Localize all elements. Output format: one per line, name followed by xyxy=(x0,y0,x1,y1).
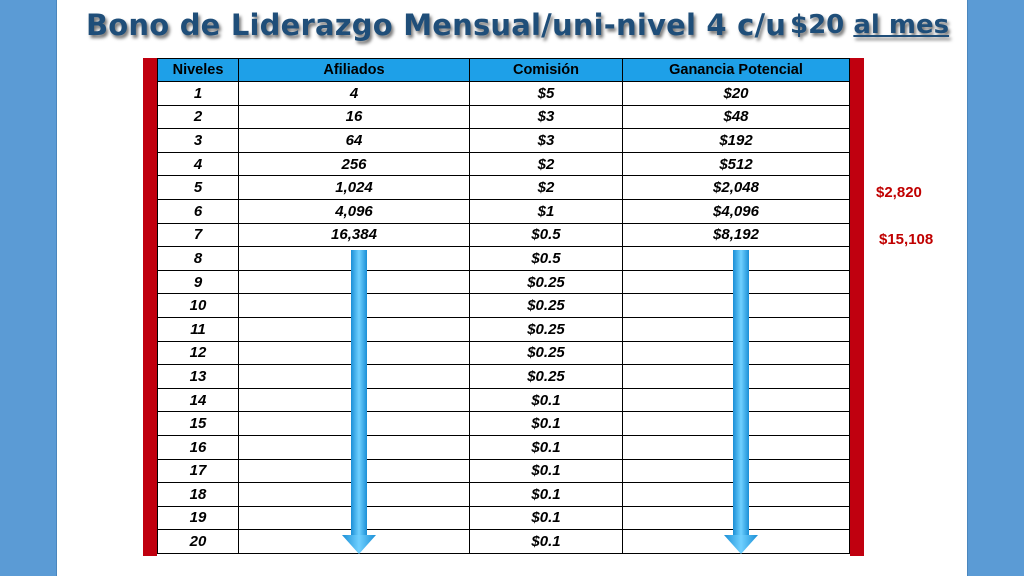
cell-comision: $2 xyxy=(470,176,623,200)
table-row xyxy=(158,105,850,129)
table-row xyxy=(158,176,850,200)
column-header-afiliados: Afiliados xyxy=(239,59,470,82)
cell-comision: $3 xyxy=(470,105,623,129)
table-row xyxy=(158,129,850,153)
left-red-bar xyxy=(143,58,157,556)
cell-comision: $1 xyxy=(470,199,623,223)
cell-comision: $0.25 xyxy=(470,317,623,341)
cell-ganancia: $192 xyxy=(623,129,850,153)
cell-nivel: 18 xyxy=(158,483,239,507)
cell-afiliados: 16,384 xyxy=(239,223,470,247)
cell-afiliados: 4,096 xyxy=(239,199,470,223)
cell-afiliados: 256 xyxy=(239,152,470,176)
left-side-panel xyxy=(0,0,57,576)
cell-nivel: 6 xyxy=(158,199,239,223)
cell-comision: $0.1 xyxy=(470,388,623,412)
table-row xyxy=(158,152,850,176)
cell-nivel: 10 xyxy=(158,294,239,318)
cell-comision: $0.25 xyxy=(470,270,623,294)
cell-nivel: 19 xyxy=(158,506,239,530)
cell-nivel: 14 xyxy=(158,388,239,412)
down-arrow-icon xyxy=(341,250,377,555)
cell-comision: $0.1 xyxy=(470,506,623,530)
cell-ganancia: $8,192 xyxy=(623,223,850,247)
page-title: Bono de Liderazgo Mensual/uni-nivel 4 c/u xyxy=(86,8,787,42)
cell-ganancia: $48 xyxy=(623,105,850,129)
cell-nivel: 17 xyxy=(158,459,239,483)
cell-comision: $0.1 xyxy=(470,435,623,459)
total-label: $15,108 xyxy=(879,231,934,248)
cell-comision: $0.5 xyxy=(470,247,623,271)
table-header-row xyxy=(158,59,850,82)
cell-nivel: 7 xyxy=(158,223,239,247)
column-header-niveles: Niveles xyxy=(158,59,239,82)
cell-nivel: 13 xyxy=(158,365,239,389)
cell-comision: $0.25 xyxy=(470,294,623,318)
cell-nivel: 4 xyxy=(158,152,239,176)
cell-afiliados: 64 xyxy=(239,129,470,153)
cell-comision: $0.1 xyxy=(470,483,623,507)
cell-nivel: 1 xyxy=(158,82,239,106)
cell-nivel: 16 xyxy=(158,435,239,459)
cell-nivel: 12 xyxy=(158,341,239,365)
column-header-comision: Comisión xyxy=(470,59,623,82)
cell-nivel: 8 xyxy=(158,247,239,271)
cell-afiliados: 16 xyxy=(239,105,470,129)
cell-ganancia: $4,096 xyxy=(623,199,850,223)
down-arrow-icon xyxy=(723,250,759,555)
column-header-ganancia: Ganancia Potencial xyxy=(623,59,850,82)
right-red-bar xyxy=(850,58,864,556)
cell-nivel: 2 xyxy=(158,105,239,129)
cell-comision: $0.1 xyxy=(470,459,623,483)
cell-comision: $0.25 xyxy=(470,341,623,365)
subtotal-label: $2,820 xyxy=(876,184,922,201)
cell-nivel: 20 xyxy=(158,530,239,554)
cell-afiliados: 4 xyxy=(239,82,470,106)
cell-nivel: 9 xyxy=(158,270,239,294)
cell-comision: $0.5 xyxy=(470,223,623,247)
cell-afiliados: 1,024 xyxy=(239,176,470,200)
cell-comision: $0.1 xyxy=(470,412,623,436)
cell-ganancia: $20 xyxy=(623,82,850,106)
cell-nivel: 3 xyxy=(158,129,239,153)
cell-ganancia: $512 xyxy=(623,152,850,176)
cell-nivel: 5 xyxy=(158,176,239,200)
cell-comision: $2 xyxy=(470,152,623,176)
cell-comision: $0.1 xyxy=(470,530,623,554)
cell-nivel: 11 xyxy=(158,317,239,341)
price-amount: $20 xyxy=(790,10,845,40)
cell-comision: $3 xyxy=(470,129,623,153)
price-suffix: al mes xyxy=(853,10,950,40)
cell-ganancia: $2,048 xyxy=(623,176,850,200)
price-subtitle xyxy=(790,10,949,40)
table-row xyxy=(158,223,850,247)
cell-comision: $0.25 xyxy=(470,365,623,389)
cell-nivel: 15 xyxy=(158,412,239,436)
table-row xyxy=(158,82,850,106)
cell-comision: $5 xyxy=(470,82,623,106)
table-row xyxy=(158,199,850,223)
right-side-panel xyxy=(967,0,1024,576)
